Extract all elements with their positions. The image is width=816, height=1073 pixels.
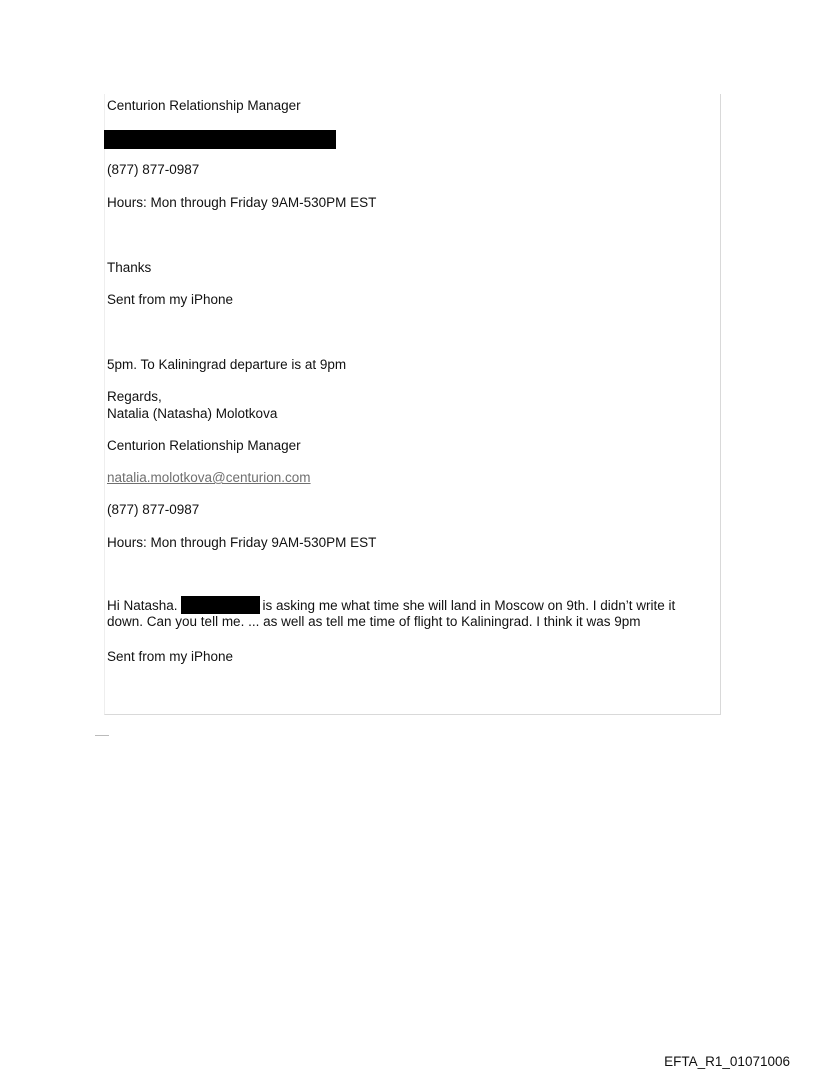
signature-name: Natalia (Natasha) Molotkova [107,406,278,421]
signature-email-link[interactable]: natalia.molotkova@centurion.com [107,470,311,485]
redacted-name [181,596,260,614]
signature-hours: Hours: Mon through Friday 9AM-530PM EST [107,195,377,210]
reply-sent-from: Sent from my iPhone [107,292,234,307]
signature-hours-2: Hours: Mon through Friday 9AM-530PM EST [107,535,377,550]
original-text: is asking me what time she will land in Moscow on 9th. I didn’t write it down. Can you tell me. ... as well as tell me time of flight to Kaliningrad. I think it was 9pm [107,598,676,629]
original-message [107,596,712,630]
original-sent-from: Sent from my iPhone [107,649,234,664]
signature-phone-2: (877) 877-0987 [107,502,200,517]
signature-title-2: Centurion Relationship Manager [107,438,301,453]
scan-mark [95,729,109,736]
signature-title: Centurion Relationship Manager [107,98,301,113]
reply-thanks: Thanks [107,260,152,275]
reply-regards: Regards, [107,389,162,404]
signature-phone: (877) 877-0987 [107,162,200,177]
document-id: EFTA_R1_01071006 [664,1054,790,1069]
reply-message: 5pm. To Kaliningrad departure is at 9pm [107,357,347,372]
original-greeting: Hi Natasha. [107,598,178,613]
redacted-block [104,130,336,149]
